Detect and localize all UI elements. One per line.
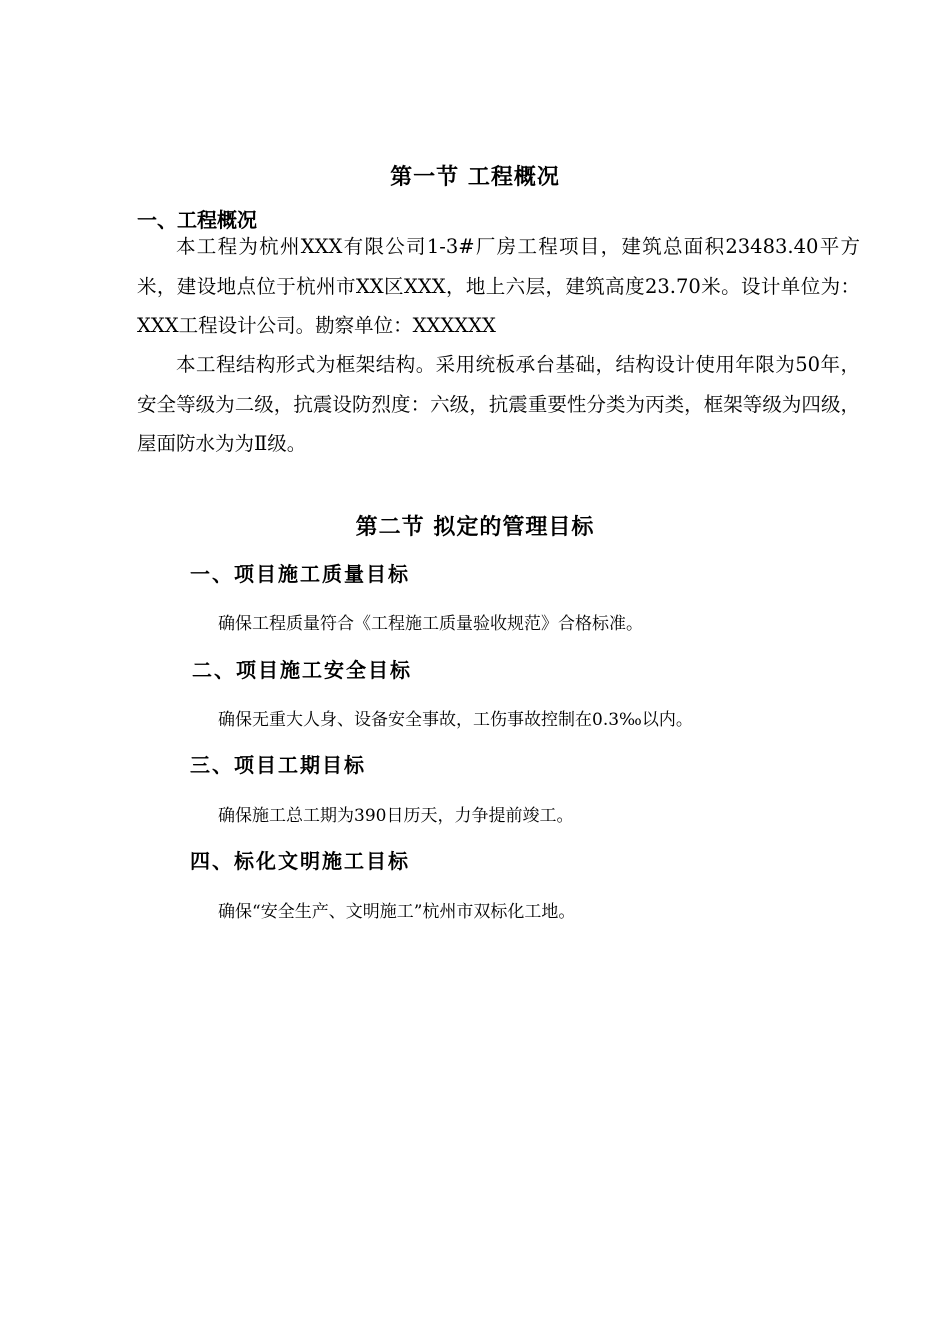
civilized-construction-goal-text: 确保“安全生产、文明施工”杭州市双标化工地。 xyxy=(218,902,576,922)
safety-goal-heading: 二、项目施工安全目标 xyxy=(192,658,412,682)
quality-goal-text: 确保工程质量符合《工程施工质量验收规范》合格标准。 xyxy=(218,614,643,634)
schedule-goal-heading: 三、项目工期目标 xyxy=(190,753,366,777)
project-overview-paragraph: 本工程为杭州XXX有限公司1-3#厂房工程项目，建筑总面积23483.40平方米，建设地点位于杭州市XX区XXX，地上六层，建筑高度23.70米。设计单位为：XXX工程设计公司。勘察单位：XXXXXX xyxy=(137,235,860,337)
section-1-title: 第一节 工程概况 xyxy=(390,164,560,190)
safety-goal-text: 确保无重大人身、设备安全事故，工伤事故控制在0.3‰以内。 xyxy=(218,710,693,730)
section-2-title: 第二节 拟定的管理目标 xyxy=(355,514,595,540)
quality-goal-heading: 一、项目施工质量目标 xyxy=(190,562,410,586)
structure-paragraph: 本工程结构形式为框架结构。采用统板承台基础，结构设计使用年限为50年，安全等级为二级，抗震设防烈度：六级，抗震重要性分类为丙类，框架等级为四级，屋面防水为为Ⅱ级。 xyxy=(137,353,860,455)
schedule-goal-text: 确保施工总工期为390日历天，力争提前竣工。 xyxy=(218,806,574,826)
section-1-heading: 一、工程概况 xyxy=(137,208,257,232)
civilized-construction-goal-heading: 四、标化文明施工目标 xyxy=(190,849,410,873)
